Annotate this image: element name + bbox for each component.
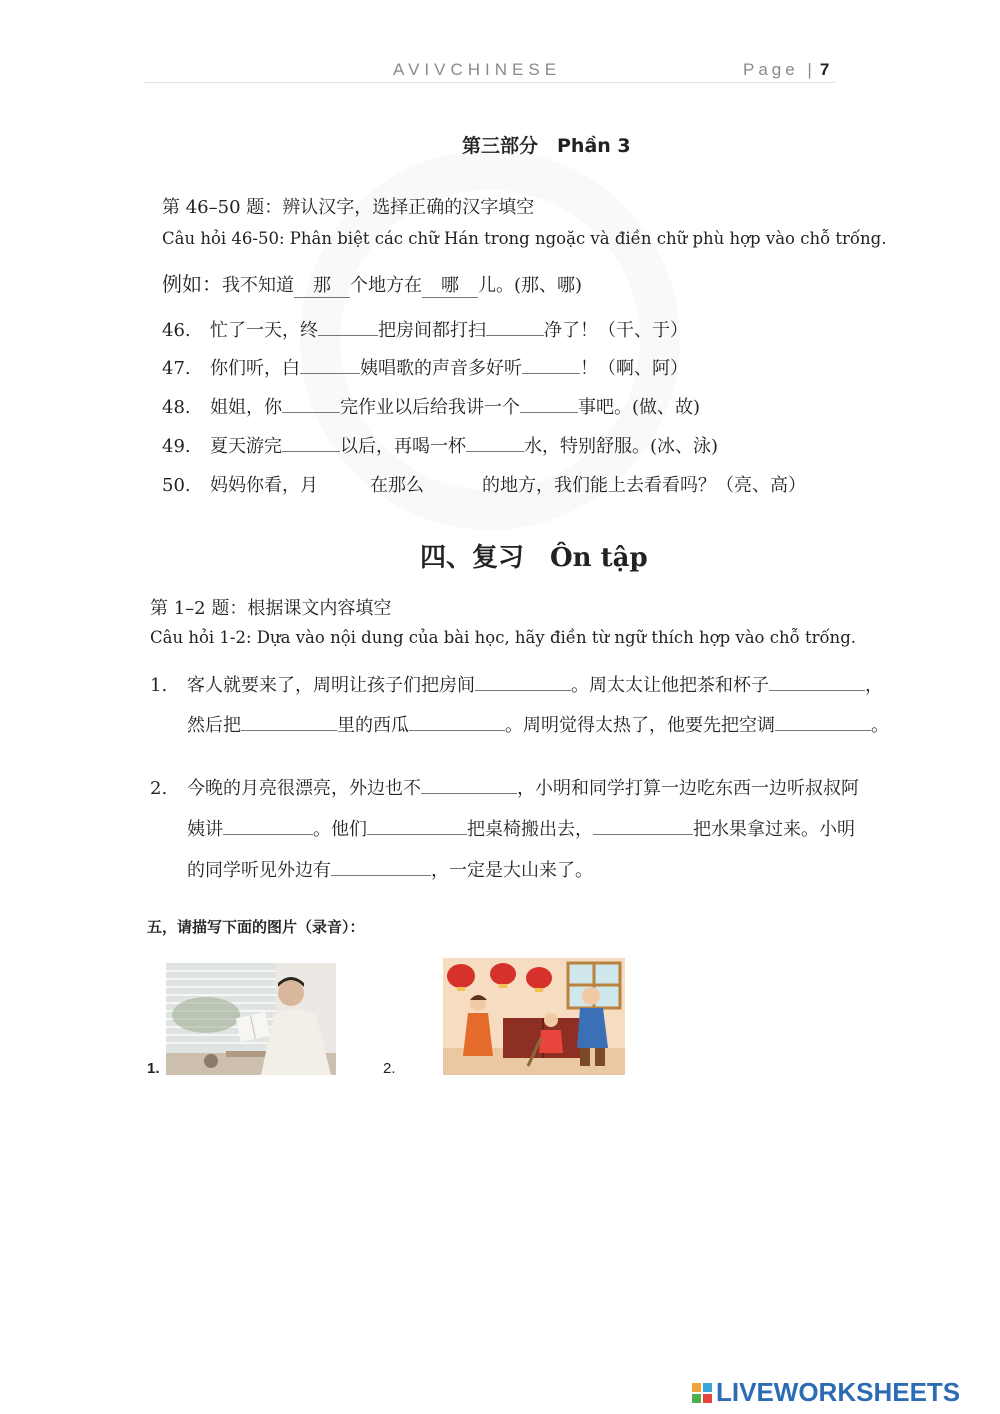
question-text: 把房间都打扫 [378, 320, 486, 341]
example-answer-2: 哪 [422, 271, 478, 298]
question-number: 2. [150, 778, 168, 799]
question-text: 把桌椅搬出去， [467, 819, 593, 840]
question-text: 姨讲 [187, 819, 223, 840]
page-label: Page | [743, 60, 816, 79]
question-46 [162, 316, 688, 342]
question-text: 。 [871, 715, 889, 736]
question-50 [162, 471, 806, 497]
header-divider [143, 82, 835, 83]
review-q2-line1 [150, 774, 859, 800]
answer-blank-47a[interactable] [300, 373, 360, 374]
question-number: 48. [162, 397, 191, 418]
question-text: 今晚的月亮很漂亮，外边也不 [187, 778, 421, 799]
answer-blank-r2b[interactable] [223, 834, 313, 835]
question-text: 以后，再喝一杯 [340, 436, 466, 457]
example-line [162, 268, 582, 298]
example-seg2: 个地方在 [350, 275, 422, 296]
logo-text: LIVEWORKSHEETS [716, 1377, 961, 1407]
question-text: ， [865, 675, 883, 696]
answer-blank-r2e[interactable] [331, 875, 431, 876]
question-text: 的同学听见外边有 [187, 860, 331, 881]
question-text: 姨唱歌的声音多好听 [360, 358, 522, 379]
question-text: 事吧。(做、故) [578, 397, 701, 418]
review-q1-line1 [150, 671, 883, 697]
part4-instruction-vi: Câu hỏi 1-2: Dựa vào nội dung của bài học, hãy điền từ ngữ thích hợp vào chỗ trống. [150, 628, 856, 647]
question-text: ！（啊、阿） [580, 358, 688, 379]
part3-instruction-vi: Câu hỏi 46-50: Phân biệt các chữ Hán trong ngoặc và điền chữ phù hợp vào chỗ trống. [162, 229, 887, 248]
question-number: 46. [162, 320, 191, 341]
question-text: 夏天游完 [210, 436, 282, 457]
question-number: 47. [162, 358, 191, 379]
question-text: 水，特别舒服。(冰、泳) [524, 436, 719, 457]
picture-2-label: 2. [383, 1060, 396, 1077]
answer-blank-r1d[interactable] [409, 730, 505, 731]
answer-blank-r2a[interactable] [421, 793, 517, 794]
answer-blank-r1b[interactable] [769, 690, 865, 691]
header-brand: AVIVCHINESE [393, 60, 562, 79]
question-text: 完作业以后给我讲一个 [340, 397, 520, 418]
question-text: 忙了一天，终 [210, 320, 318, 341]
question-49 [162, 432, 718, 458]
part3-title: 第三部分 Phần 3 [462, 135, 631, 157]
answer-blank-r2c[interactable] [367, 834, 467, 835]
example-prefix: 例如： [162, 272, 222, 296]
example-answer-1: 那 [294, 271, 350, 298]
question-text: 净了！（干、于） [544, 320, 688, 341]
answer-blank-r1a[interactable] [475, 690, 571, 691]
question-number: 1. [150, 675, 168, 696]
question-text: 客人就要来了，周明让孩子们把房间 [187, 675, 475, 696]
question-47 [162, 354, 688, 380]
answer-blank-47b[interactable] [522, 373, 580, 374]
answer-blank-r2d[interactable] [593, 834, 693, 835]
family-cleaning-image [443, 958, 625, 1075]
page-number: 7 [819, 60, 830, 79]
question-48 [162, 393, 700, 419]
question-text: 。周太太让他把茶和杯子 [571, 675, 769, 696]
question-text: 的地方，我们能上去看看吗？（亮、高） [482, 475, 806, 496]
question-text: 把水果拿过来。小明 [693, 819, 855, 840]
part4-title: 四、复习 Ôn tập [420, 543, 648, 573]
part5-title: 五，请描写下面的图片（录音）： [147, 918, 365, 936]
logo-grid-icon [692, 1383, 712, 1403]
question-text: 。他们 [313, 819, 367, 840]
answer-blank-49a[interactable] [282, 451, 340, 452]
question-text: 然后把 [187, 715, 241, 736]
answer-blank-r1c[interactable] [241, 730, 337, 731]
answer-blank-46b[interactable] [486, 335, 544, 336]
question-text: 里的西瓜 [337, 715, 409, 736]
answer-blank-48b[interactable] [520, 412, 578, 413]
answer-blank-r1e[interactable] [775, 730, 871, 731]
question-text: 你们听，白 [210, 358, 300, 379]
question-text: 姐姐，你 [210, 397, 282, 418]
man-reading-image [166, 963, 336, 1075]
man-reading-book-photo [166, 963, 336, 1075]
question-text: 。周明觉得太热了，他要先把空调 [505, 715, 775, 736]
header-page [743, 60, 829, 80]
example-seg3: 儿。(那、哪) [478, 275, 583, 296]
question-number: 49. [162, 436, 191, 457]
picture-1-label: 1. [147, 1060, 160, 1077]
example-seg1: 我不知道 [222, 275, 294, 296]
review-q1-line2 [187, 711, 889, 737]
question-text: 妈妈你看，月 [210, 475, 318, 496]
part4-instruction-cn: 第 1–2 题：根据课文内容填空 [150, 598, 392, 619]
answer-blank-49b[interactable] [466, 451, 524, 452]
answer-blank-48a[interactable] [282, 412, 340, 413]
review-q2-line2 [187, 815, 855, 841]
question-text: ，一定是大山来了。 [431, 860, 593, 881]
question-text: ，小明和同学打算一边吃东西一边听叔叔阿 [517, 778, 859, 799]
family-cleaning-illustration [443, 958, 625, 1075]
answer-blank-46a[interactable] [318, 335, 378, 336]
part3-instruction-cn: 第 46–50 题：辨认汉字，选择正确的汉字填空 [162, 197, 535, 218]
review-q2-line3 [187, 856, 593, 882]
question-number: 50. [162, 475, 191, 496]
liveworksheets-logo [692, 1377, 960, 1408]
question-text: 在那么 [370, 475, 424, 496]
